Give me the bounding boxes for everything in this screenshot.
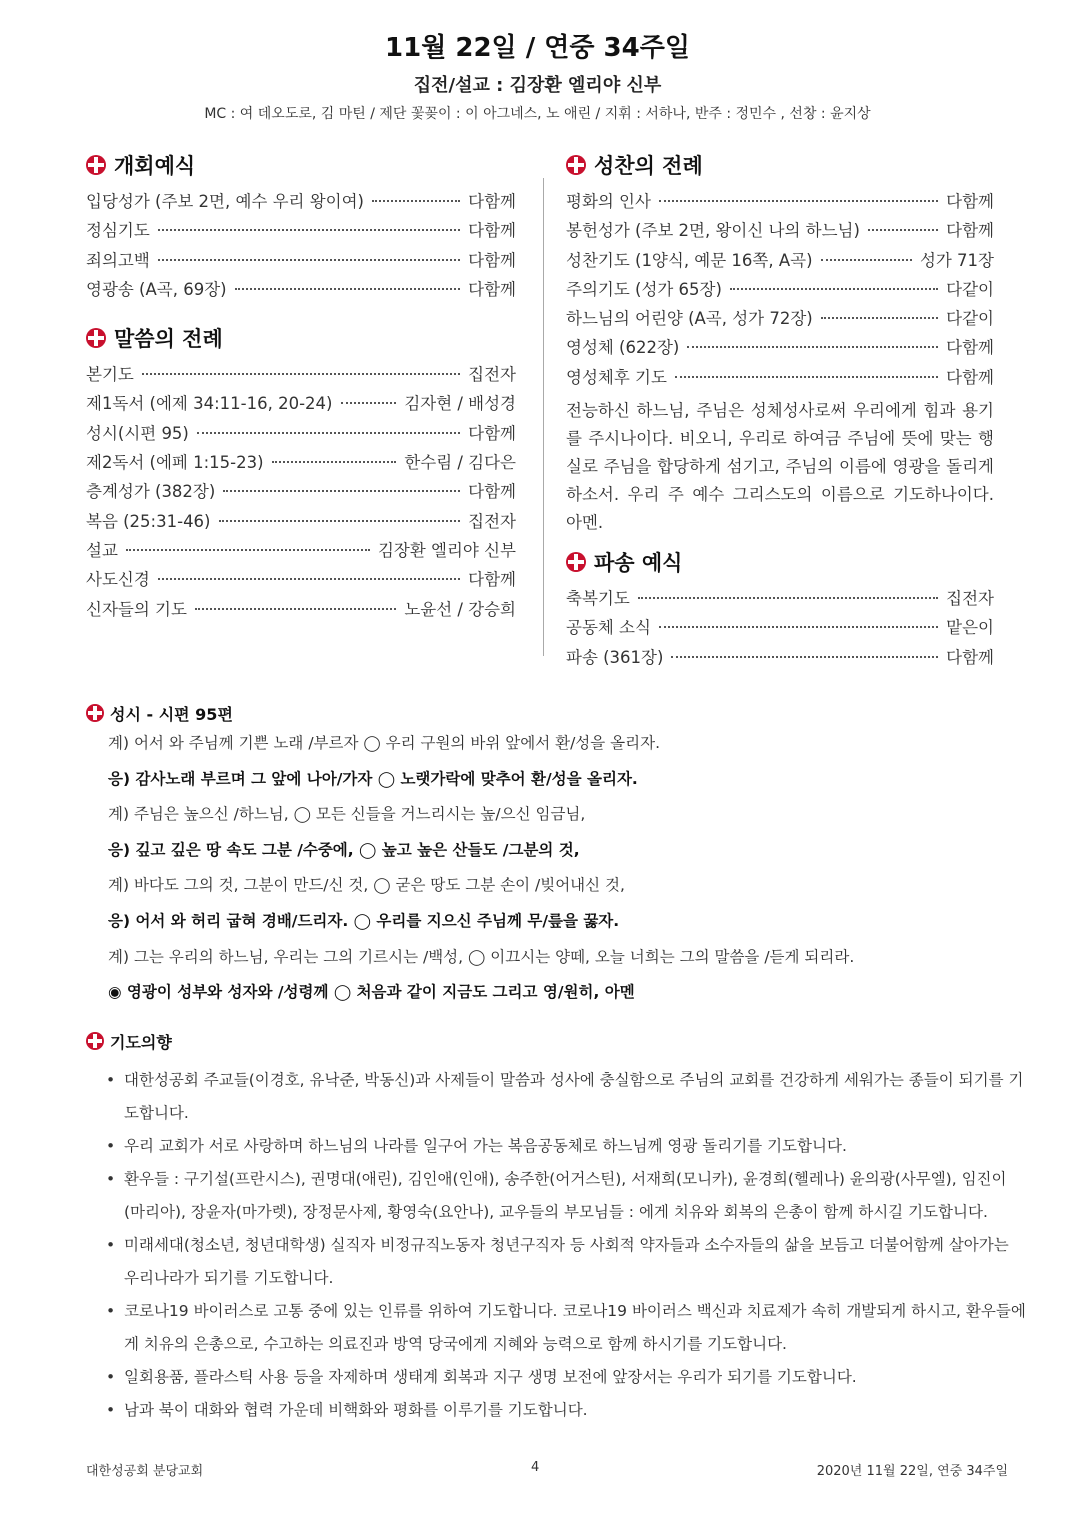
cross-icon [86,704,104,722]
dot-leader [868,229,938,231]
dot-leader [195,608,396,610]
intention-item: • 대한성공회 주교들(이경호, 유낙준, 박동신)과 사제들이 말씀과 성사에 충실함으로 주님의 교회를 건강하게 세워가는 종들이 되기를 기도합니다. [86,1064,1026,1130]
order-item-label: 성시(시편 95) [86,423,189,443]
section-title: 말씀의 전례 [114,327,223,352]
order-item-label: 입당성가 (주보 2면, 예수 우리 왕이여) [86,192,364,211]
dot-leader [341,402,397,404]
dot-leader [219,520,461,522]
section-dismissal-header [566,547,994,577]
psalm-line: ◉ 영광이 성부와 성자와 /성령께 ◯ 처음과 같이 지금도 그리고 영/원히, 아멘 [108,983,635,1002]
left-column [86,150,516,625]
order-item [86,537,516,566]
order-item [86,596,516,625]
order-item-value: 다함께 [946,338,994,358]
psalm-line: 계) 그는 우리의 하느님, 우리는 그의 기르시는 /백성, ◯ 이끄시는 양떼, 오늘 너희는 그의 말씀을 /듣게 되리라. [108,947,855,966]
order-item-value: 다함께 [946,221,994,241]
order-item-value: 다함께 [468,279,516,299]
psalm-section [86,700,1006,1011]
order-item-label: 영광송 (A곡, 69장) [86,279,227,299]
order-item-value: 다함께 [468,192,516,211]
dot-leader [687,346,938,348]
order-item [86,420,516,449]
page-header [0,30,1075,124]
cross-icon [566,552,586,572]
order-item [86,361,516,390]
intentions-list [86,1064,1026,1427]
order-item [566,247,994,276]
page-title: 11월 22일 / 연중 34주일 [385,33,690,63]
dot-leader [158,229,460,231]
order-item-label: 사도신경 [86,570,150,590]
dot-leader [638,597,938,599]
dot-leader [142,373,460,375]
order-item-label: 봉헌성가 (주보 2면, 왕이신 나의 하느님) [566,221,860,241]
order-item [566,276,994,305]
word-list [86,361,516,625]
psalm-line: 계) 주님은 높으신 /하느님, ◯ 모든 신들을 거느리시는 높/으신 임금님, [108,805,586,824]
order-item-label: 복음 (25:31-46) [86,511,211,531]
order-item-value: 집전자 [468,365,516,385]
order-item [86,247,516,276]
order-item-value: 노윤선 / 강승희 [404,599,516,619]
order-item-label: 제1독서 (에제 34:11-16, 20-24) [86,394,333,414]
order-item-value: 다함께 [468,250,516,270]
intention-item: • 남과 북이 대화와 협력 가운데 비핵화와 평화를 이루기를 기도합니다. [86,1394,1026,1427]
dot-leader [126,549,370,551]
cross-icon [566,155,586,175]
dot-leader [272,461,397,463]
order-item-value: 다함께 [946,192,994,211]
psalm-lines [86,726,1006,1011]
order-item-value: 다함께 [468,570,516,590]
order-item [86,276,516,305]
order-item [566,364,994,393]
order-item-label: 영성체 (622장) [566,338,680,358]
order-item-label: 주의기도 (성가 65장) [566,279,722,299]
intention-item: • 코로나19 바이러스로 고통 중에 있는 인류를 위하여 기도합니다. 코로나19 바이러스 백신과 치료제가 속히 개발되게 하시고, 환우들에게 치유의 은총으로, 수고하는 의료진과 방역 당국에게 지혜와 능력으로 함께 하시기를 기도합니다. [86,1295,1026,1361]
order-item-value: 한수림 / 김다은 [404,453,516,473]
dot-leader [659,626,938,628]
dot-leader [659,200,938,202]
eucharist-list [566,188,994,393]
footer-page-number: 4 [531,1460,540,1475]
psalm-title: 성시 - 시편 95편 [110,704,233,724]
intentions-title: 기도의향 [110,1032,172,1052]
footer-date: 2020년 11월 22일, 연중 34주일 [816,1464,1008,1479]
psalm-line: 계) 어서 와 주님께 기쁜 노래 /부르자 ◯ 우리 구원의 바위 앞에서 환/성을 올리자. [108,734,661,752]
order-item-label: 하느님의 어린양 (A곡, 성가 72장) [566,309,813,329]
cross-icon [86,1032,104,1050]
order-item [86,449,516,478]
order-item [86,508,516,537]
order-item [566,585,994,614]
dot-leader [372,200,460,202]
psalm-header [86,700,1006,726]
order-item-value: 김자현 / 배성경 [404,394,516,414]
dot-leader [158,259,460,261]
order-item [566,188,994,217]
dot-leader [730,288,938,290]
cross-icon [86,155,106,175]
dot-leader [821,317,938,319]
post-communion-prayer: 전능하신 하느님, 주님은 성체성사로써 우리에게 힘과 용기를 주시나이다. 비오니, 우리로 하여금 주님에 뜻에 맞는 행실로 주님을 합당하게 섬기고, 주님의 이름에 영광을 돌리게 하소서. 우리 주 예수 그리스도의 이름으로 기도하나이다. 아멘. [566,401,994,533]
order-item-value: 다함께 [468,482,516,502]
order-item-label: 평화의 인사 [566,192,651,211]
order-item [566,614,994,643]
order-item-value: 다함께 [946,367,994,387]
opening-list [86,188,516,305]
order-item [566,644,994,673]
dot-leader [197,432,460,434]
order-item-label: 층계성가 (382장) [86,482,216,502]
order-item-value: 다함께 [468,221,516,241]
section-title: 개회예식 [114,154,196,178]
section-eucharist-header [566,150,994,180]
intention-item: • 우리 교회가 서로 사랑하며 하느님의 나라를 일구어 가는 복음공동체로 하느님께 영광 돌리기를 기도합니다. [86,1130,1026,1163]
section-word-header [86,323,516,353]
intention-item: • 환우들 : 구기설(프란시스), 권명대(애린), 김인애(인애), 송주한(어거스틴), 서재희(모니카), 윤경희(헬레나) 윤의광(사무엘), 임진이(마리아), 장윤자(마가렛), 장정문사제, 황영숙(요안나), 교우들의 부모님들 : 에게 치유와 회복의 은총이 함께 하시길 기도합니다. [86,1163,1026,1229]
order-item [86,566,516,595]
order-item [566,334,994,363]
psalm-line: 계) 바다도 그의 것, 그분이 만드/신 것, ◯ 굳은 땅도 그분 손이 /빚어내신 것, [108,876,625,895]
dismissal-list [566,585,994,673]
order-item-label: 파송 (361장) [566,647,664,667]
right-column [566,150,994,673]
psalm-line: 응) 깊고 깊은 땅 속도 그분 /수중에, ◯ 높고 높은 산들도 /그분의 것, [108,840,580,859]
order-item-value: 집전자 [468,511,516,531]
order-item-label: 제2독서 (에페 1:15-23) [86,453,264,473]
order-item-label: 축복기도 [566,589,630,609]
order-item [86,217,516,246]
cross-icon [86,328,106,348]
dot-leader [223,490,460,492]
order-item [86,390,516,419]
order-item [86,478,516,507]
prayer-intentions-section [86,1028,1026,1427]
dot-leader [158,578,460,580]
column-divider [543,178,544,656]
intention-item: • 일회용품, 플라스틱 사용 등을 자제하며 생태계 회복과 지구 생명 보전에 앞장서는 우리가 되기를 기도합니다. [86,1361,1026,1394]
order-item-value: 맡은이 [946,618,994,638]
order-item-label: 신자들의 기도 [86,599,187,619]
order-item-label: 영성체후 기도 [566,367,667,387]
order-item-value: 김장환 엘리야 신부 [377,540,516,560]
dot-leader [235,288,461,290]
section-title: 파송 예식 [594,551,683,576]
order-item-label: 성찬기도 (1양식, 예문 16쪽, A곡) [566,250,813,270]
order-item-value: 성가 71장 [919,250,994,270]
psalm-line: 응) 감사노래 부르며 그 앞에 나아/가자 ◯ 노랫가락에 맞추어 환/성을 올리자. [108,769,638,788]
section-title: 성찬의 전례 [594,154,703,178]
ministers-line: MC : 여 데오도로, 김 마틴 / 제단 꽃꽂이 : 이 아그네스, 노 애린 / 지휘 : 서하나, 반주 : 정민수 , 선창 : 윤지상 [204,106,871,122]
order-item-label: 본기도 [86,365,134,385]
order-item-value: 다함께 [468,423,516,443]
dot-leader [675,376,938,378]
order-item-label: 죄의고백 [86,250,150,270]
intentions-header [86,1028,1026,1054]
footer-church: 대한성공회 분당교회 [86,1464,204,1479]
order-item [566,217,994,246]
order-item-label: 정심기도 [86,221,150,241]
section-opening-header [86,150,516,180]
intention-item: • 미래세대(청소년, 청년대학생) 실직자 비정규직노동자 청년구직자 등 사회적 약자들과 소수자들의 삶을 보듬고 더불어함께 살아가는 우리나라가 되기를 기도합니다. [86,1229,1026,1295]
order-item [566,305,994,334]
psalm-line: 응) 어서 와 허리 굽혀 경배/드리자. ◯ 우리를 지으신 주님께 무/릎을 꿇자. [108,911,620,930]
order-item-value: 집전자 [946,589,994,609]
dot-leader [671,656,938,658]
order-item [86,188,516,217]
celebrant-line: 집전/설교 : 김장환 엘리야 신부 [413,75,662,96]
order-item-value: 다같이 [946,279,994,299]
order-item-value: 다함께 [946,647,994,667]
order-item-label: 공동체 소식 [566,618,651,638]
order-item-label: 설교 [86,540,118,560]
dot-leader [821,259,912,261]
order-item-value: 다같이 [946,309,994,329]
